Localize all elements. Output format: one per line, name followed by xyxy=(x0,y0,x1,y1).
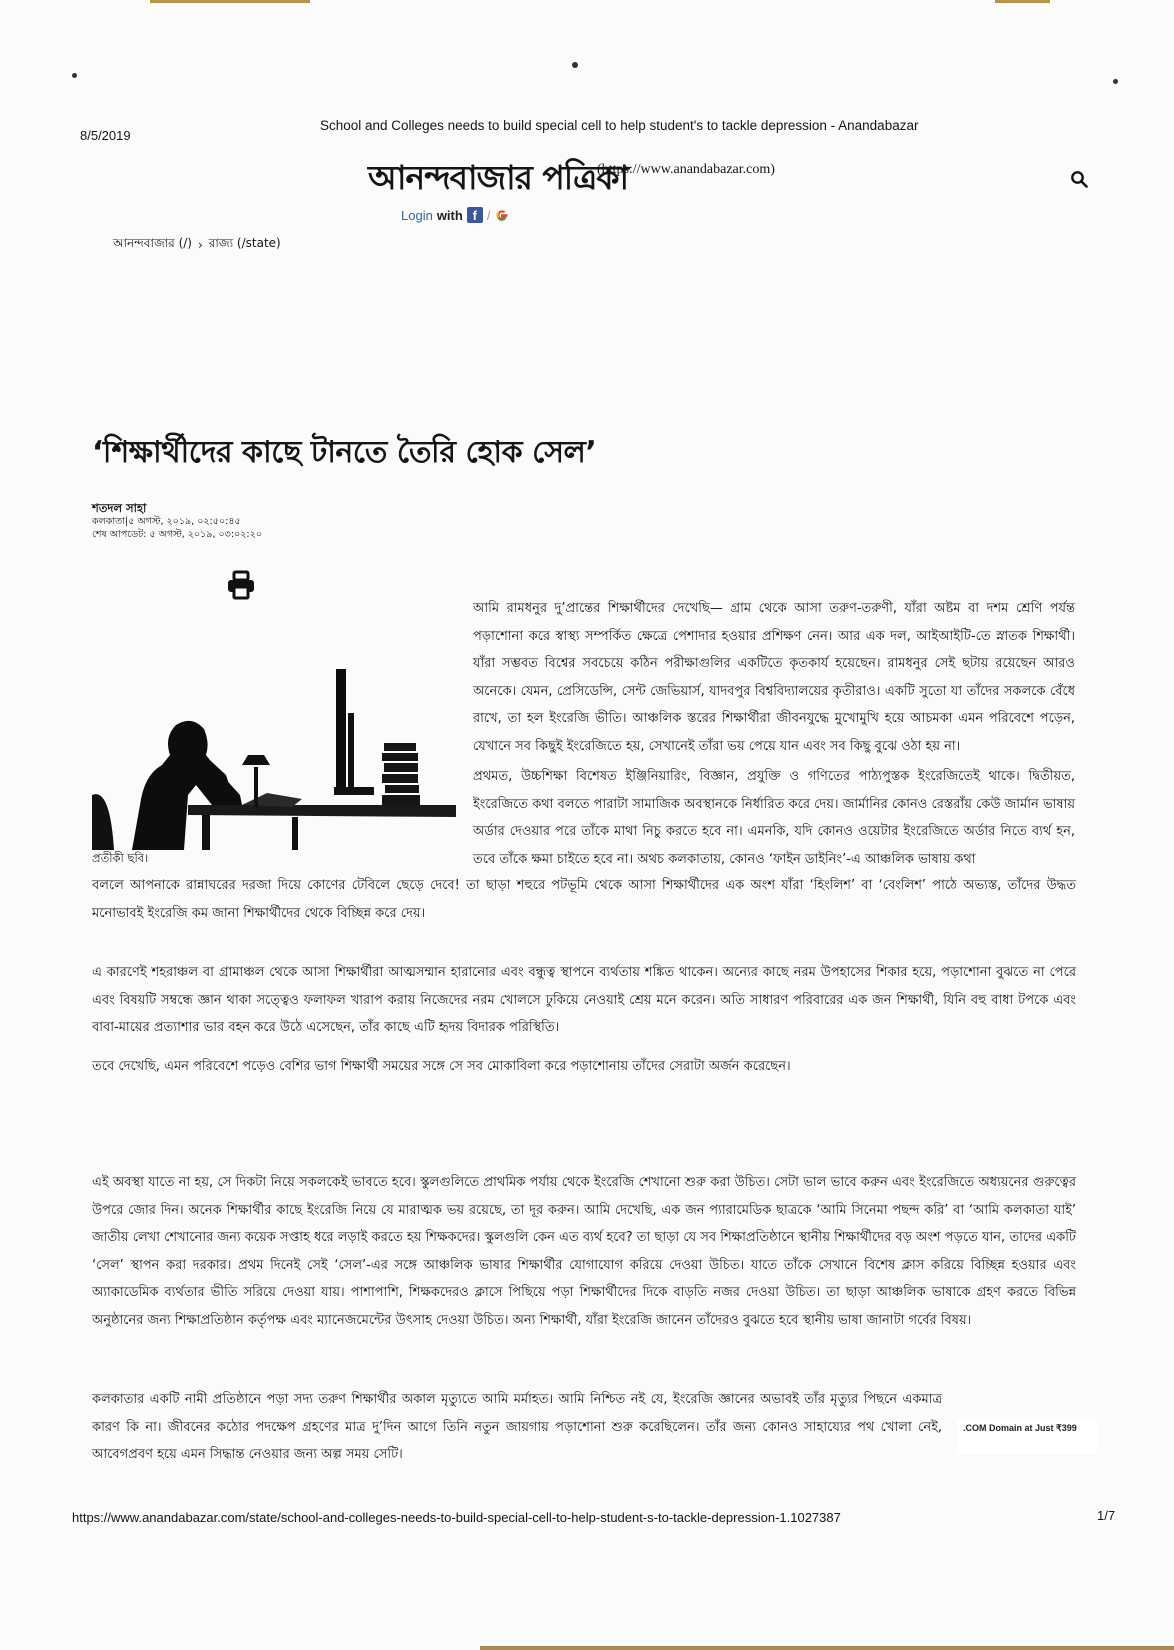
scan-edge-mark xyxy=(480,1646,1174,1650)
print-page-title: School and Colleges needs to build special cell to help student's to tackle depression - Anandabazar xyxy=(320,118,919,133)
article-author: শতদল সাহা xyxy=(92,501,147,515)
article-paragraph: এ কারণেই শহরাঞ্চল বা গ্রামাঞ্চল থেকে আসা শিক্ষার্থীরা আত্মসম্মান হারানোর এবং বন্ধুত্ব স্থাপনে ব্যর্থতায় শঙ্কিত থাকেন। অন্যের কাছে নরম উপহাসের শিকার হয়ে, পড়াশোনা বুঝতে না পেরে এবং বিষয়টি সম্বন্ধে জ্ঞান থাকা সত্ত্বেও ফলাফল খারাপ করায় নিজেদের নরম খোলসে ঢুকিয়ে নেওয়াই শ্রেয় মনে করেন। অতি সাধারণ পরিবারের এক জন শিক্ষার্থী, যিনি বহু বাধা টপকে এবং বাবা-মায়ের প্রত্যাশার ভার বহন করে উঠে এসেছেন, তাঁর কাছে এটি হৃদয় বিদারক পরিস্থিতি। xyxy=(92,965,1076,1035)
article-paragraph: তবে দেখেছি, এমন পরিবেশে পড়েও বেশির ভাগ শিক্ষার্থী সময়ের সঙ্গে সে সব মোকাবিলা করে পড়াশোনায় তাঁদের সেরাটা অর্জন করেছেন। xyxy=(92,1059,791,1074)
facebook-icon[interactable]: f xyxy=(467,207,483,223)
print-date: 8/5/2019 xyxy=(80,128,131,143)
page-number: 1/7 xyxy=(1097,1508,1116,1523)
breadcrumb-separator: › xyxy=(197,238,203,252)
image-caption: প্রতীকী ছবি। xyxy=(92,851,149,865)
site-logo[interactable]: আনন্দবাজার পত্রিকা xyxy=(368,158,629,197)
scan-speck xyxy=(572,62,578,68)
site-url[interactable]: (https://www.anandabazar.com) xyxy=(597,162,775,177)
article-photo xyxy=(92,655,456,850)
article-headline: ‘শিক্ষার্থীদের কাছে টানতে তৈরি হোক সেল’ xyxy=(92,435,597,470)
login-with-label: with xyxy=(436,207,463,223)
article-updated: শেষ আপডেট: ৫ অগস্ট, ২০১৯, ০৩:০২:২০ xyxy=(92,529,262,540)
scan-speck xyxy=(1113,79,1118,84)
search-icon[interactable] xyxy=(1070,170,1088,188)
google-icon[interactable] xyxy=(494,207,510,223)
article-paragraph: কলকাতার একটি নামী প্রতিষ্ঠানে পড়া সদ্য তরুণ শিক্ষার্থীর অকাল মৃত্যুতে আমি মর্মাহত। আমি নিশ্চিত নই যে, ইংরেজি জ্ঞানের অভাবই তাঁর মৃত্যুর পিছনে একমাত্র কারণ কি না। জীবনের কঠোর পদক্ষেপ গ্রহণের মাত্র দু’দিন আগে তিনি নতুন জায়গায় পড়াশোনা শুরু করেছিলেন। তাঁর জন্য কোনও সাহায্যের পথ খোলা নেই, আবেগপ্রবণ হয়ে এমন সিদ্ধান্ত নেওয়ার জন্য অল্প সময় সেটি। xyxy=(92,1392,942,1462)
article-published: কলকাতা|৫ অগস্ট, ২০১৯, ০২:৫০:৪৫ xyxy=(92,516,241,527)
login-bar xyxy=(401,207,510,223)
print-icon[interactable] xyxy=(226,570,256,600)
breadcrumb xyxy=(113,235,281,255)
separator: / xyxy=(486,207,491,223)
ad-fineprint xyxy=(957,1434,1097,1440)
scan-edge-mark xyxy=(150,0,310,3)
breadcrumb-home[interactable]: আনন্দবাজার (/) xyxy=(113,236,192,250)
ad-title: .COM Domain at Just ₹399 xyxy=(963,1423,1077,1433)
breadcrumb-section[interactable]: রাজ্য (/state) xyxy=(208,236,281,250)
article-paragraph: প্রথমত, উচ্চশিক্ষা বিশেষত ইঞ্জিনিয়ারিং, বিজ্ঞান, প্রযুক্তি ও গণিতের পাঠ্যপুস্তক ইংরেজিতেই থাকে। দ্বিতীয়ত, ইংরেজিতে কথা বলতে পারাটা সামাজিক অবস্থানকে নির্ধারিত করে দেয়। জার্মানির কোনও রেস্তরাঁয় কেউ জার্মান ভাষায় অর্ডার দেওয়ার পরে তাঁকে মাথা নিচু করতে হবে না। এমনকি, যদি কোনও ওয়েটার ইংরেজিতে অর্ডার নিতে ব্যর্থ হন, তবে তাঁকে ক্ষমা চাইতে হবে না। অথচ কলকাতায়, কোনও ‘ফাইন ডাইনিং’-এ আঞ্চলিক ভাষায় কথা xyxy=(473,769,1075,867)
ad-banner[interactable] xyxy=(957,1420,1097,1454)
login-link[interactable]: Login xyxy=(401,207,433,223)
footer-url: https://www.anandabazar.com/state/school-and-colleges-needs-to-build-special-cell-to-help-student-s-to-tackle-depression-1.1027387 xyxy=(72,1510,841,1525)
article-paragraph: এই অবস্থা যাতে না হয়, সে দিকটা নিয়ে সকলকেই ভাবতে হবে। স্কুলগুলিতে প্রাথমিক পর্যায় থেকে ইংরেজি শেখানো শুরু করা উচিত। সেটা ভাল ভাবে করুন এবং ইংরেজিতে অধ্যয়নের গুরুত্বের উপরে জোর দিন। অনেক শিক্ষার্থীর কাছে ইংরেজি নিয়ে যে মারাত্মক ভয় রয়েছে, তা দূর করুন। আমি দেখেছি, এক জন প্যারামেডিক ছাত্রকে ‘আমি সিনেমা পছন্দ করি’ বা ‘আমি কলকাতা যাই’ জাতীয় লেখা শেখানোর জন্য কয়েক সপ্তাহ ধরে লড়াই করতে হয় শিক্ষকদের। স্কুলগুলি কেন এত ব্যর্থ হবে? তা ছাড়া যে সব শিক্ষাপ্রতিষ্ঠানে স্থানীয় শিক্ষার্থীদের বড় অংশ পড়তে যান, তাদের একটি ‘সেল’ স্থাপন করা দরকার। প্রথম দিনেই সেই ‘সেল’-এর সঙ্গে আঞ্চলিক ভাষার শিক্ষার্থীর যোগাযোগ করিয়ে দেওয়া উচিত। যাতে তাঁকে সেখানে বিশেষ ক্লাস করিয়ে বিচ্ছিন্ন হওয়ার এবং অ্যাকাডেমিক ব্যর্থতার ভীতি সরিয়ে দেওয়া যায়। পাশাপাশি, শিক্ষকদেরও ক্লাসে পিছিয়ে পড়া শিক্ষার্থীদের দিকে বাড়তি নজর দেওয়া উচিত। তা ছাড়া আঞ্চলিক ভাষাকে গ্রহণ করতে বিভিন্ন অনুষ্ঠানের জন্য শিক্ষাপ্রতিষ্ঠান কর্তৃপক্ষ এবং ম্যানেজমেন্টের উৎসাহ দেওয়া উচিত। অন্য শিক্ষার্থী, যাঁরা ইংরেজি জানেন তাঁদেরও বুঝতে হবে স্থানীয় ভাষা জানাটা গর্বের বিষয়। xyxy=(92,1175,1076,1328)
article-paragraph: আমি রামধনুর দু’প্রান্তের শিক্ষার্থীদের দেখেছি— গ্রাম থেকে আসা তরুণ-তরুণী, যাঁরা অষ্টম বা দশম শ্রেণি পর্যন্ত পড়াশোনা করে স্বাস্থ্য সম্পর্কিত ক্ষেত্রে পেশাদার হওয়ার প্রশিক্ষণ নেন। আর এক দল, আইআইটি-তে স্নাতক শিক্ষার্থী। যাঁরা সম্ভবত বিশ্বের সবচেয়ে কঠিন পরীক্ষাগুলির একটিতে কৃতকার্য হয়েছেন। রামধনুর সেই ছটায় রয়েছেন আরও অনেকে। যেমন, প্রেসিডেন্সি, সেন্ট জেভিয়ার্স, যাদবপুর বিশ্ববিদ্যালয়ের কৃতীরাও। একটি সুতো যা তাঁদের সকলকে বেঁধে রাখে, তা হল ইংরেজি ভীতি। আঞ্চলিক স্তরের শিক্ষার্থীরা জীবনযুদ্ধে মুখোমুখি হয়ে আচমকা এমন পরিবেশে পড়েন, যেখানে সব কিছুই ইংরেজিতে হয়, সেখানেই তাঁরা ভয় পেয়ে যান এবং সব কিছু বুঝে ওঠা হয় না। xyxy=(473,601,1075,754)
scan-speck xyxy=(72,73,77,78)
scan-edge-mark xyxy=(995,0,1050,3)
article-paragraph: বললে আপনাকে রান্নাঘরের দরজা দিয়ে কোণের টেবিলে ছেড়ে দেবে! তা ছাড়া শহুরে পটভূমি থেকে আসা শিক্ষার্থীদের এক অংশ যাঁরা ‘হিংলিশ’ বা ‘বেংলিশ’ পাঠে অভ্যস্ত, তাঁদের উদ্ধত মনোভাবই ইংরেজি কম জানা শিক্ষার্থীদের থেকে বিচ্ছিন্ন করে দেয়। xyxy=(92,878,1076,921)
